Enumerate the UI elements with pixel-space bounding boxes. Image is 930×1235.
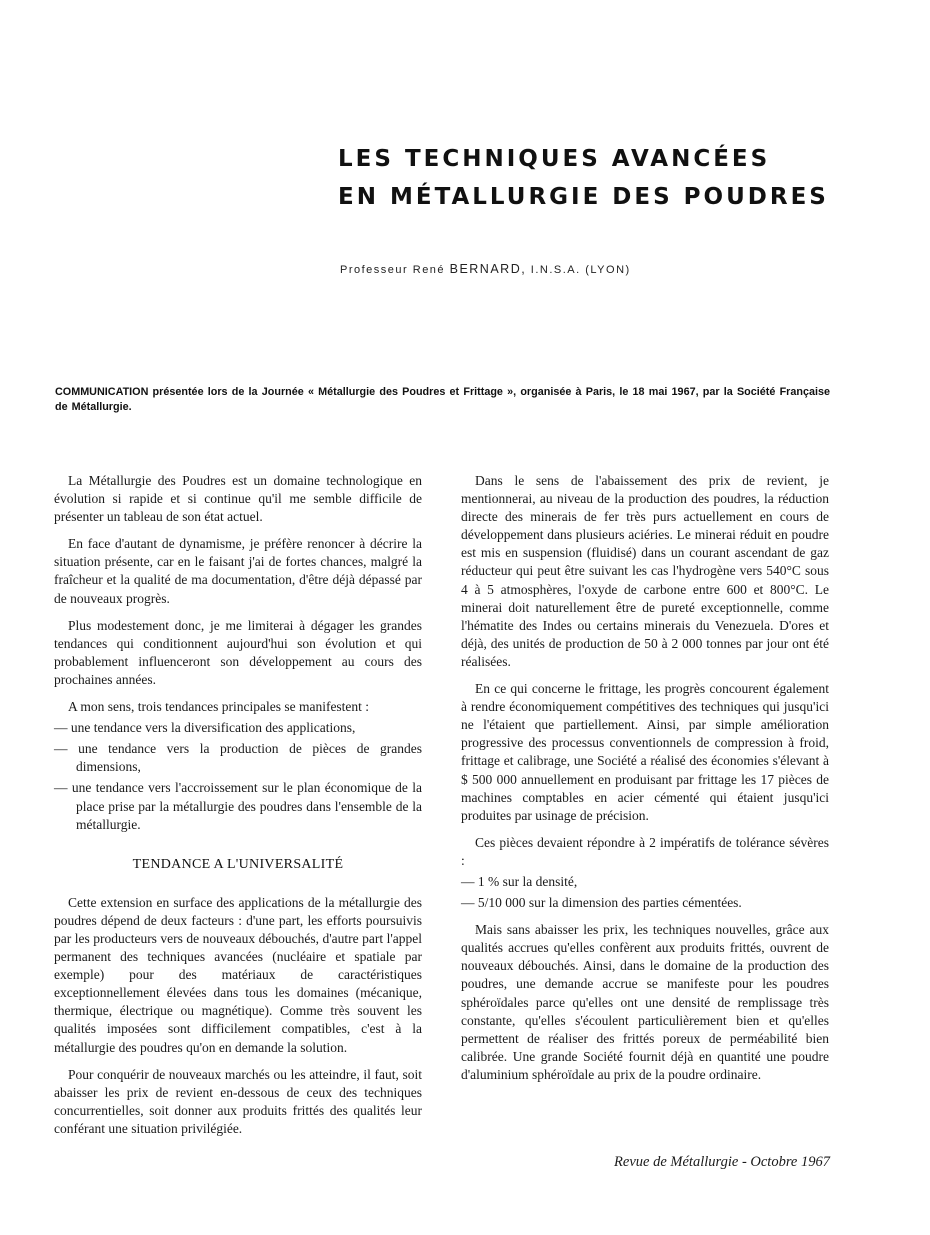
right-column <box>461 472 829 1093</box>
paragraph: A mon sens, trois tendances principales se manifestent : <box>68 699 370 715</box>
list-item: — 1 % sur la densité, <box>461 873 578 889</box>
paragraph: Dans le sens de l'abaissement des prix de revient, je mentionnerai, au niveau de la production des poudres, la réduction directe des minerais de fer très purs actuellement en cours de développement dans plusieurs aciéries. Le minerai réduit en poudre est mis en suspension (fluidisé) dans un courant ascendant de gaz réducteur qui peut être suivant les cas l'hydrogène vers 540°C sous 4 à 5 atmosphères, l'oxyde de carbone entre 600 et 800°C. Le minerai doit naturellement être de pureté exceptionnelle, comme l'hématite des Indes ou certains minerais du Venezuela. D'ores et déjà, des unités de production de 50 à 2 000 tonnes par jour ont été réalisées. <box>461 473 829 669</box>
list-item: — une tendance vers la production de pièces de grandes dimensions, <box>54 741 422 775</box>
article-title <box>338 140 898 216</box>
title-line-2: EN MÉTALLURGIE DES POUDRES <box>338 184 829 210</box>
journal-footer: Revue de Métallurgie - Octobre 1967 <box>614 1154 830 1170</box>
author-affiliation: I.N.S.A. (LYON) <box>530 264 631 276</box>
paragraph: Pour conquérir de nouveaux marchés ou les atteindre, il faut, soit abaisser les prix de revient en-dessous de ceux des techniques concurrentielles, soit donner aux produits frittés des qualités leur conférant une situation privilégiée. <box>54 1066 422 1136</box>
list-item: — 5/10 000 sur la dimension des parties cémentées. <box>461 895 742 911</box>
title-line-1: LES TECHNIQUES AVANCÉES <box>338 146 771 172</box>
paragraph: Mais sans abaisser les prix, les techniques nouvelles, grâce aux qualités accrues qu'elles confèrent aux produits frittés, ouvrent de nouveaux débouchés. Ainsi, dans le domaine de la production des poudres, une demande accrue se manifeste pour les poudres sphéroïdales parce qu'elles ont une densité de remplissage très constante, qu'elles s'écoulent particulièrement bien et qu'elles permettent de réaliser des frittés poreux de perméabilité bien calibrée. Une grande Société fournit déjà en quantité une poudre d'aluminium sphéroïdale au prix de la poudre ordinaire. <box>461 922 829 1082</box>
paragraph: Plus modestement donc, je me limiterai à dégager les grandes tendances qui conditionnent aujourd'hui son évolution et qui probablement influenceront son développement au cours des prochaines années. <box>54 617 422 687</box>
paragraph: En ce qui concerne le frittage, les progrès concourent également à rendre économiquement compétitives des techniques qui jusqu'ici ne l'étaient que partiellement. Ainsi, par simple amélioration progressive des processus conventionnels de compression à froid, frittage et calibrage, une Société a réalisé des économies s'élevant à $ 500 000 annuellement en produisant par frittage les 17 pièces de machines comptables en acier cémenté qui étaient jusqu'ici produites par usinage de précision. <box>461 681 829 823</box>
paragraph: En face d'autant de dynamisme, je préfère renoncer à décrire la situation présente, car en le faisant j'ai de fortes chances, malgré la fraîcheur et la qualité de ma documentation, d'être déjà dépassé par de nouveaux progrès. <box>54 536 422 606</box>
list-item: — une tendance vers l'accroissement sur le plan économique de la place prise par la métallurgie des poudres dans l'ensemble de la métallurgie. <box>54 780 422 832</box>
author-role: Professeur René <box>340 264 446 276</box>
paragraph: Cette extension en surface des applications de la métallurgie des poudres dépend de deux facteurs : d'une part, les efforts poursuivis par les producteurs vers de nouveaux débouchés, d'autre part l'appel permanent des techniques avancées (nucléaire et spatiale par exemple) pour des matériaux de caractéristiques exceptionnellement élevées dans tous les domaines (mécanique, thermique, électrique ou magnétique). Comme très souvent les qualités imposées sont difficilement compatibles, c'est à la métallurgie des poudres qu'on en demande la solution. <box>54 894 422 1055</box>
author-name: BERNARD, <box>449 262 527 276</box>
communication-note: COMMUNICATION présentée lors de la Journée « Métallurgie des Poudres et Frittage », organisée à Paris, le 18 mai 1967, par la Société Française de Métallurgie. <box>55 386 830 413</box>
list-item: — une tendance vers la diversification des applications, <box>54 720 356 736</box>
author-line <box>340 262 900 276</box>
left-column <box>54 472 422 1147</box>
paragraph: Ces pièces devaient répondre à 2 impératifs de tolérance sévères : <box>461 834 829 868</box>
paragraph: La Métallurgie des Poudres est un domaine technologique en évolution si rapide et si continue qu'il me semble difficile de présenter un tableau de son état actuel. <box>54 473 422 525</box>
section-heading: TENDANCE A L'UNIVERSALITÉ <box>132 856 344 872</box>
